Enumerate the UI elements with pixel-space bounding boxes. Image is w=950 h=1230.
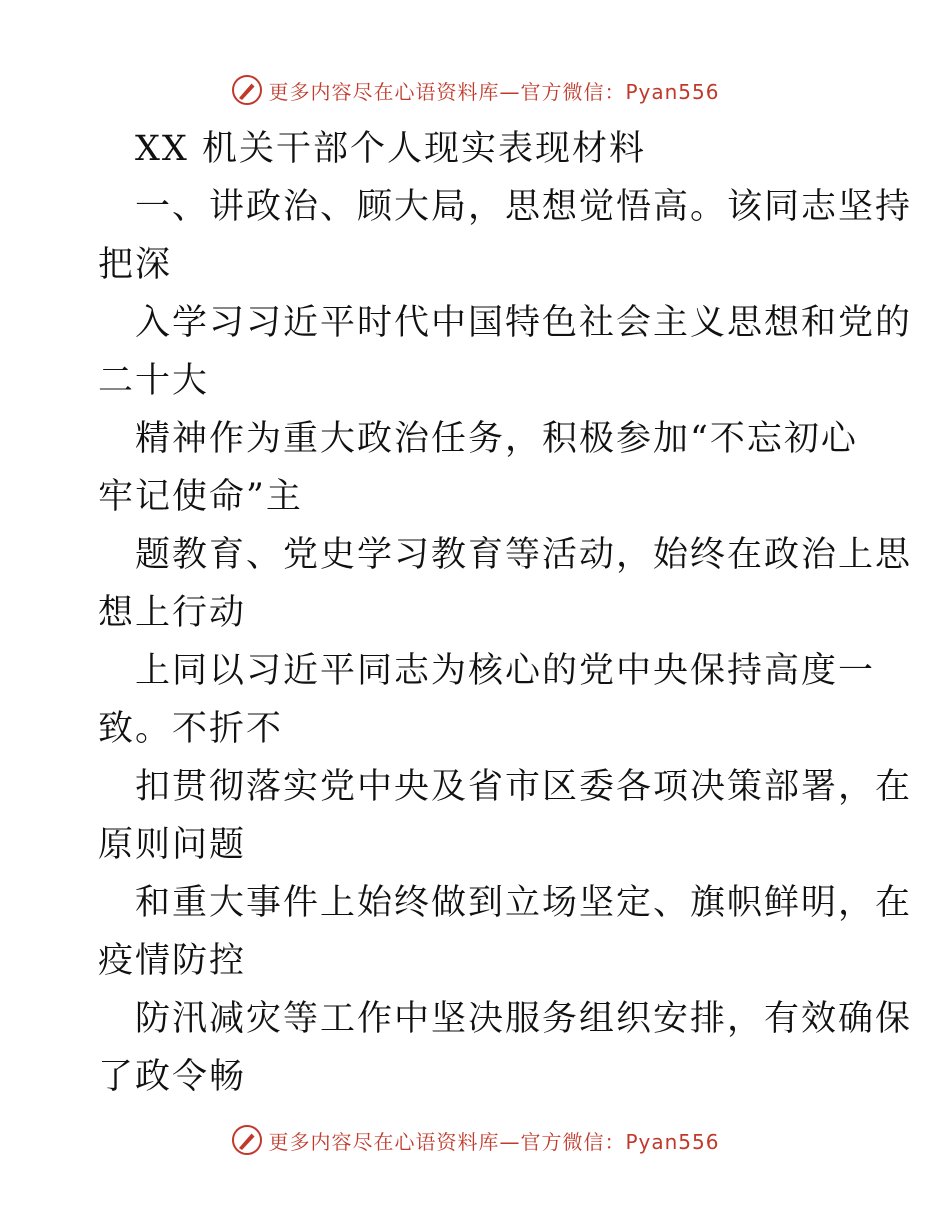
paragraph-line: 想上行动 — [98, 593, 247, 633]
watermark-text: 更多内容尽在心语资料库—官方微信：Pyan556 — [268, 1129, 720, 1154]
paragraph-line: 入学习习近平时代中国特色社会主义思想和党的 — [135, 303, 913, 343]
paragraph-line: 一、讲政治、顾大局，思想觉悟高。该同志坚持 — [135, 187, 913, 227]
paragraph-line: 二十大 — [98, 361, 210, 401]
paragraph-line: 题教育、党史学习教育等活动，始终在政治上思 — [135, 535, 913, 575]
header-watermark-banner — [0, 70, 950, 110]
paragraph-line: 牢记使命”主 — [98, 477, 303, 517]
footer-watermark-banner — [0, 1120, 950, 1160]
paragraph-line: 疫情防控 — [98, 941, 247, 981]
document-title: XX 机关干部个人现实表现材料 — [135, 129, 646, 169]
pen-logo-icon — [230, 1123, 264, 1157]
paragraph-line: 扣贯彻落实党中央及省市区委各项决策部署，在 — [135, 767, 913, 807]
paragraph-line: 和重大事件上始终做到立场坚定、旗帜鲜明，在 — [135, 883, 913, 923]
paragraph-line: 精神作为重大政治任务，积极参加“不忘初心 — [135, 419, 858, 459]
document-body — [98, 120, 913, 1106]
paragraph-line: 上同以习近平同志为核心的党中央保持高度一 — [135, 651, 876, 691]
paragraph-line: 致。不折不 — [98, 709, 284, 749]
pen-logo-icon — [230, 73, 264, 107]
paragraph-line: 了政令畅 — [98, 1057, 247, 1097]
paragraph-line: 防汛减灾等工作中坚决服务组织安排，有效确保 — [135, 999, 913, 1039]
watermark-text: 更多内容尽在心语资料库—官方微信：Pyan556 — [268, 79, 720, 104]
paragraph-line: 原则问题 — [98, 825, 247, 865]
paragraph-line: 把深 — [98, 245, 173, 285]
